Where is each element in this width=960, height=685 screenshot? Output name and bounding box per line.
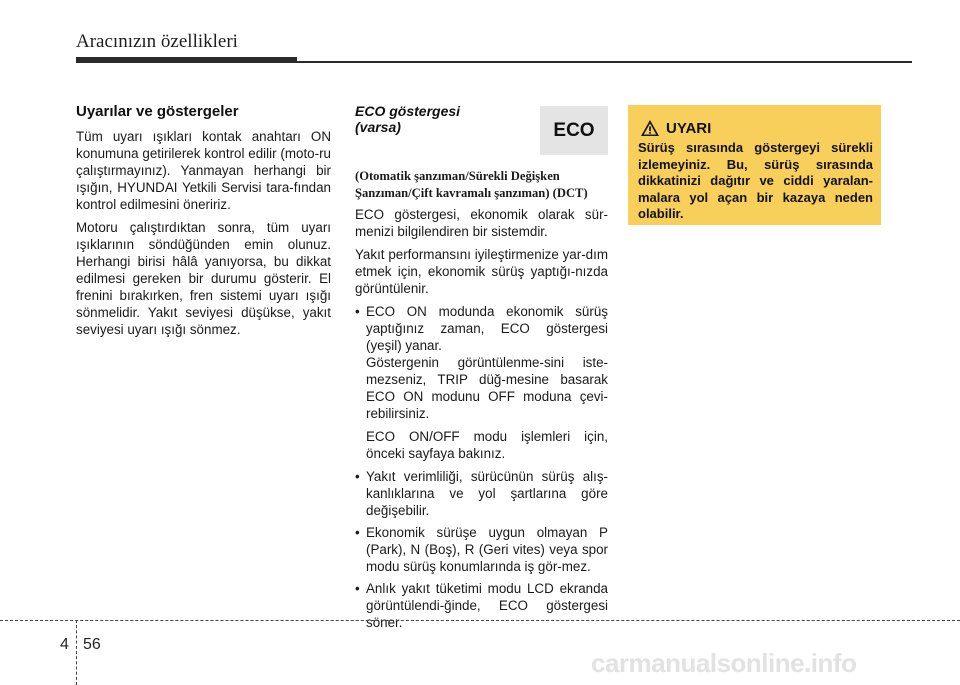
warning-triangle-icon [640, 119, 660, 137]
bullet-item [355, 524, 608, 575]
transmission-heading-line: Şanzıman/Çift kavramalı şanzıman) (DCT) [355, 186, 588, 200]
eco-title-availability: (varsa) [355, 119, 401, 135]
transmission-heading [355, 168, 608, 202]
warning-title: UYARI [666, 119, 712, 137]
paragraph: Motoru çalıştırdıktan sonra, tüm uyarı ışıklarının söndüğünden emin olunuz. Herhangi birisi hâlâ yanıyorsa, bu dikkat edilmesi gereken bir durumu gösterir. El frenini bırakırken, fren sistemi uyarı ışığı sönmelidir. Yakıt seviyesi düşükse, yakıt seviyesi uyarı ışığı sönmez. [76, 220, 331, 337]
bullet-sub-paragraph: ECO ON/OFF modu işlemleri için, önceki sayfaya bakınız. [366, 429, 608, 461]
paragraph: Tüm uyarı ışıkları kontak anahtarı ON konumuna getirilerek kontrol edilir (moto-ru çalıştırmayınız). Yanmayan herhangi bir ışığın, HYUNDAI Yetkili Servisi tara-fından kontrol edilmesini öneririz. [76, 129, 331, 212]
footer-divider [0, 620, 960, 621]
bullet-text: ECO ON modunda ekonomik sürüş yaptığınız zaman, ECO göstergesi (yeşil) yanar. [366, 304, 608, 353]
chapter-number: 4 [60, 636, 69, 653]
warning-header [638, 119, 873, 137]
warning-body: Sürüş sırasında göstergeyi sürekli izlemeyiniz. Bu, sürüş sırasında dikkatinizi dağıtır ve ciddi yaralan-malara yol açan bir kazaya neden olabilir. [638, 140, 873, 221]
paragraph: ECO göstergesi, ekonomik olarak sür-menizi bilgilendiren bir sistemdir. [355, 207, 608, 239]
eco-title: ECO göstergesi [355, 103, 461, 119]
footer-vertical-divider [76, 620, 77, 685]
bullet-item [355, 580, 608, 631]
header-rule-thick [76, 57, 297, 63]
bullet-text: Yakıt verimliliği, sürücünün sürüş alış-kanlıklarına ve yol şartlarına göre değişebilir. [366, 469, 608, 518]
paragraph: Yakıt performansını iyileştirmenize yar-dım etmek için, ekonomik sürüş yaptığı-nızda görüntülenir. [355, 247, 608, 296]
left-column [76, 103, 331, 344]
middle-column [355, 103, 608, 636]
transmission-heading-line: (Otomatik şanzıman/Sürekli Değişken [355, 169, 560, 183]
bullet-item [355, 468, 608, 519]
header-rule-thin [297, 61, 912, 63]
bullet-list [355, 303, 608, 631]
header-title: Aracınızın özellikleri [76, 31, 238, 52]
warning-box [628, 105, 881, 225]
page-number: 56 [83, 636, 101, 653]
section-heading: Uyarılar ve göstergeler [76, 103, 239, 120]
bullet-text: Ekonomik sürüşe uygun olmayan P (Park), N (Boş), R (Geri vites) veya spor modu sürüş konumlarında iş gör-mez. [366, 525, 608, 574]
watermark: carmanualsonline.info [591, 648, 857, 678]
bullet-item [355, 303, 608, 462]
bullet-text: Anlık yakıt tüketimi modu LCD ekranda görüntülendi-ğinde, ECO göstergesi söner. [366, 581, 608, 630]
bullet-sub-paragraph: Göstergenin görüntülenme-sini iste-mezseniz, TRIP düğ-mesine basarak ECO ON modunu OFF moduna çevi-rebilirsiniz. [366, 355, 608, 421]
eco-indicator-badge: ECO [540, 106, 608, 155]
